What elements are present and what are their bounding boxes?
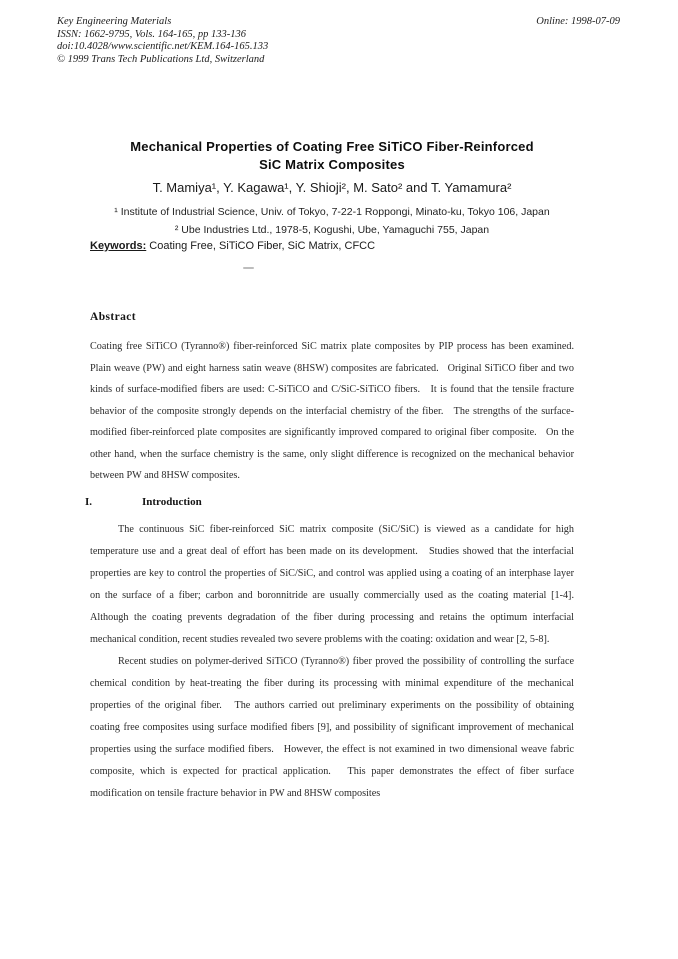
affiliation-line-2: ² Ube Industries Ltd., 1978-5, Kogushi, Ube, Yamaguchi 755, Japan — [174, 224, 490, 236]
section-number: I. — [85, 496, 93, 508]
keywords-line — [90, 240, 375, 252]
section-title: Introduction — [142, 496, 202, 508]
abstract-heading: Abstract — [90, 311, 136, 323]
paper-title-line-2: SiC Matrix Composites — [259, 157, 405, 172]
abstract-body: Coating free SiTiCO (Tyranno®) fiber-reinforced SiC matrix plate composites by PIP process has been examined. Plain weave (PW) and eight harness satin weave (8HSW) composites are fabricated. Original SiTiCO fiber and two kinds of surface-modified fibers are used: C-SiTiCO and C/SiC-SiTiCO fibers. It is found that the tensile fracture behavior of the composite strongly depends on the interfacial chemistry of the fiber. The strengths of the surface-modified fiber-reinforced plate composites are significantly improved compared to original fiber composite. On the other hand, when the surface chemistry is the same, only slight difference is recognized on the mechanical behavior between PW and 8HSW composites. — [90, 341, 582, 481]
affiliations — [45, 203, 619, 239]
paper-title — [90, 138, 574, 174]
journal-issn-line: ISSN: 1662-9795, Vols. 164-165, pp 133-136 — [57, 28, 246, 40]
paper-title-line-1: Mechanical Properties of Coating Free SiTiCO Fiber-Reinforced — [130, 139, 534, 154]
journal-name: Key Engineering Materials — [57, 16, 172, 27]
journal-header — [57, 16, 620, 66]
journal-info — [57, 16, 268, 66]
online-date: Online: 1998-07-09 — [536, 16, 620, 27]
scan-artifact — [243, 267, 254, 269]
keywords-label: Keywords: — [90, 240, 147, 252]
keywords-text: Coating Free, SiTiCO Fiber, SiC Matrix, CFCC — [146, 240, 376, 252]
introduction-paragraph-1: The continuous SiC fiber-reinforced SiC matrix composite (SiC/SiC) is viewed as a candidate for high temperature use and a great deal of effort has been made on its development. Studies showed that the interfacial properties are key to control the properties of SiC/SiC, and control was applied using a coating of an interphase layer on the surface of a fiber; carbon and boronnitride are usually commercially used as the coating material [1-4]. Although the coating prevents degradation of the fiber during processing and retains the optimum interfacial mechanical condition, recent studies revealed two severe problems with the coating: oxidation and wear [2, 5-8]. — [90, 524, 582, 645]
affiliation-line-1: ¹ Institute of Industrial Science, Univ. of Tokyo, 7-22-1 Roppongi, Minato-ku, Tokyo 106, Japan — [114, 206, 550, 218]
introduction-paragraph-2: Recent studies on polymer-derived SiTiCO (Tyranno®) fiber proved the possibility of controlling the surface chemical condition by heat-treating the fiber during its processing with minimal expenditure of the mechanical properties of the original fiber. The authors carried out preliminary experiments on the possibility of obtaining coating free composites using surface modified fibers [9], and possibility of significant improvement of mechanical properties using the surface modified fibers. However, the effect is not examined in two dimensional weave fabric composite, which is expected for practical application. This paper demonstrates the effect of fiber surface modification on tensile fracture behavior in PW and 8HSW composites — [90, 656, 577, 799]
journal-doi-line: doi:10.4028/www.scientific.net/KEM.164-165.133 — [57, 41, 269, 53]
introduction-heading — [85, 496, 202, 508]
journal-copyright-line: © 1999 Trans Tech Publications Ltd, Switzerland — [57, 53, 265, 65]
authors-line: T. Mamiya¹, Y. Kagawa¹, Y. Shioji², M. Sato² and T. Yamamura² — [152, 180, 512, 195]
introduction-body — [90, 519, 582, 805]
